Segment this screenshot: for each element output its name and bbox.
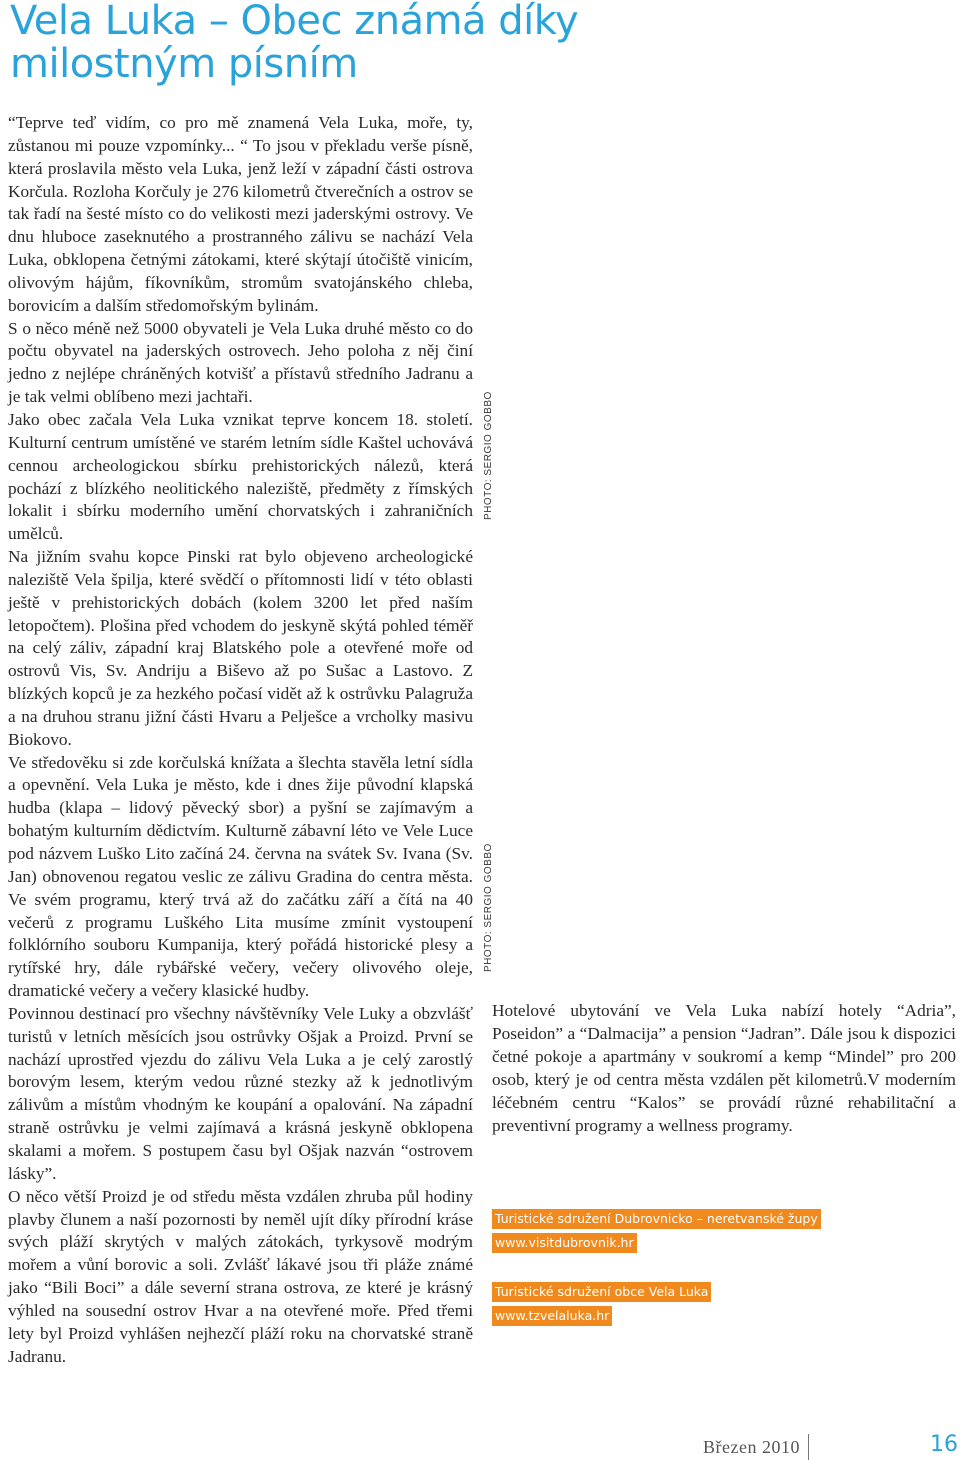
photo-credit-top: PHOTO: SERGIO GOBBO [483,391,494,520]
article-paragraph: Ve středověku si zde korčulská knížata a šlechta stavěla letní sídla a opevnění. Vela Luka je město, kde i dnes žije původní klapská hudba (klapa – lidový pěvecký sbor) a pyšní se zajímavým a bohatým kulturním dědictvím. Kulturně zábavní léto ve Vele Luce pod názvem Luško Lito začíná 24. června na svátek Sv. Ivana (Sv. Jan) obnovenou regatou veslic ze zálivu Gradina do centra města. Ve svém programu, který trvá až do začátku září a čítá na 40 večerů z programu Luškého Lita musíme zmínit vystoupení folklórního souboru Kumpanija, který pořádá historické plesy a rytířské hry, dále rybářské večery, večery olivového oleje, dramatické večery a večery klasické hudby. [8,752,473,1001]
accommodation-paragraph: Hotelové ubytování ve Vela Luka nabízí hotely “Adria”, Poseidon” a “Dalmacija” a pension “Jadran”. Dále jsou k dispozici četné pokoje a apartmány v soukromí a kemp “Mindel” pro 200 osob, který je od centra města vzdálen pět kilometrů.V moderním léčebném centru “Kalos” se provádí různé rehabilitační a preventivní programy a wellness programy. [492,1001,956,1135]
footer-divider [808,1434,809,1460]
issue-date: Březen 2010 [703,1437,800,1457]
tourist-board-dubrovnik-label: Turistické sdružení Dubrovnicko – neretvanské župy [492,1209,821,1229]
accommodation-info [492,1000,956,1137]
article-paragraph: Na jižním svahu kopce Pinski rat bylo objeveno archeologické naleziště Vela špilja, které svědčí o přítomnosti lidí v této oblasti ještě v prehistorických dobách (kolem 3200 let před naším letopočtem). Plošina před vchodem do jeskyně skýtá pohled téměř na celý záliv, západní kraj Blatského pole a otevřené moře od ostrovů Vis, Sv. Andriju a Biševo až po Sušac a Lastovo. Z blízkých kopců je za hezkého počasí vidět až k ostrůvku Palagruža a na druhou stranu jižní části Hvaru a Pelješce a vrcholky masivu Biokovo. [8,547,473,749]
visitdubrovnik-link[interactable]: www.visitdubrovnik.hr [492,1233,637,1253]
article-paragraph: O něco větší Proizd je od středu města vzdálen zhruba půl hodiny plavby člunem a naší pozornosti by neměl ujít díky přírodní kráse svých pláží skrytých v malých zátokách, tyrkysově modrým mořem a vůní borovic a soli. Zvlášť lákavé jsou tři pláže známé jako “Bili Boci” a dále severní strana ostrova, ze které je krásný výhled na sousední ostrov Hvar a na otevřené moře. Před třemi lety byl Proizd vyhlášen nejhezčí pláží roku na chorvatské straně Jadranu. [8,1186,473,1366]
article-paragraph: “Teprve teď vidím, co pro mě znamená Vela Luka, moře, ty, zůstanou mi pouze vzpomínky... “ To jsou v překladu verše písně, která proslavila město vela Luka, jenž leží v západní části ostrova Korčula. Rozloha Korčuly je 276 kilometrů čtverečních a ostrov se tak řadí na šesté místo co do velikosti mezi jaderskými ostrovy. Ve dnu hluboce zaseknutého a prostranného zálivu se nachází Vela Luka, obklopena četnými zátokami, které skýtají útočiště vinicím, olivovým hájům, fíkovníkům, stromům svatojánského chleba, borovicím a dalším středomořským bylinám. [8,113,473,315]
article-paragraph: S o něco méně než 5000 obyvateli je Vela Luka druhé město co do počtu obyvatel na jaderských ostrovech. Jeho poloha z něj činí jedno z nejlépe chráněných kotvišť a přístavů středního Jadranu a je tak velmi oblíbeno mezi jachtaři. [8,318,473,407]
photo-credit-bottom: PHOTO: SERGIO GOBBO [483,843,494,972]
article-title: Vela Luka – Obec známá díky milostným písním [10,0,579,87]
article-paragraph: Povinnou destinací pro všechny návštěvníky Vele Luky a obzvlášť turistů v letních měsících jsou ostrůvky Ošjak a Proizd. První se nachází uprostřed vjezdu do zálivu Vela Luka a je celý zarostlý borovým lesem, kterým vedou různé stezky až k jednotlivým zálivům a místům vhodným ke koupání a opalování. Na západní straně ostrůvku je velmi zajímavá a krásná jeskyně obklopena skalami a mořem. S postupem času byl Ošjak nazván “ostrovem lásky”. [8,1003,473,1183]
article-body [8,112,473,1368]
tzvelaluka-link[interactable]: www.tzvelaluka.hr [492,1306,612,1326]
page-number: 16 [930,1432,958,1457]
tourist-board-velaluka-label: Turistické sdružení obce Vela Luka [492,1282,711,1302]
article-paragraph: Jako obec začala Vela Luka vznikat teprve koncem 18. století. Kulturní centrum umístěné ve starém letním sídle Kaštel uchovává cennou archeologickou sbírku prehistorických nálezů, která pochází z blízkého neolitického naleziště, předměty z římských lokalit i sbírku moderního umění chorvatských i zahraničních umělců. [8,409,473,544]
